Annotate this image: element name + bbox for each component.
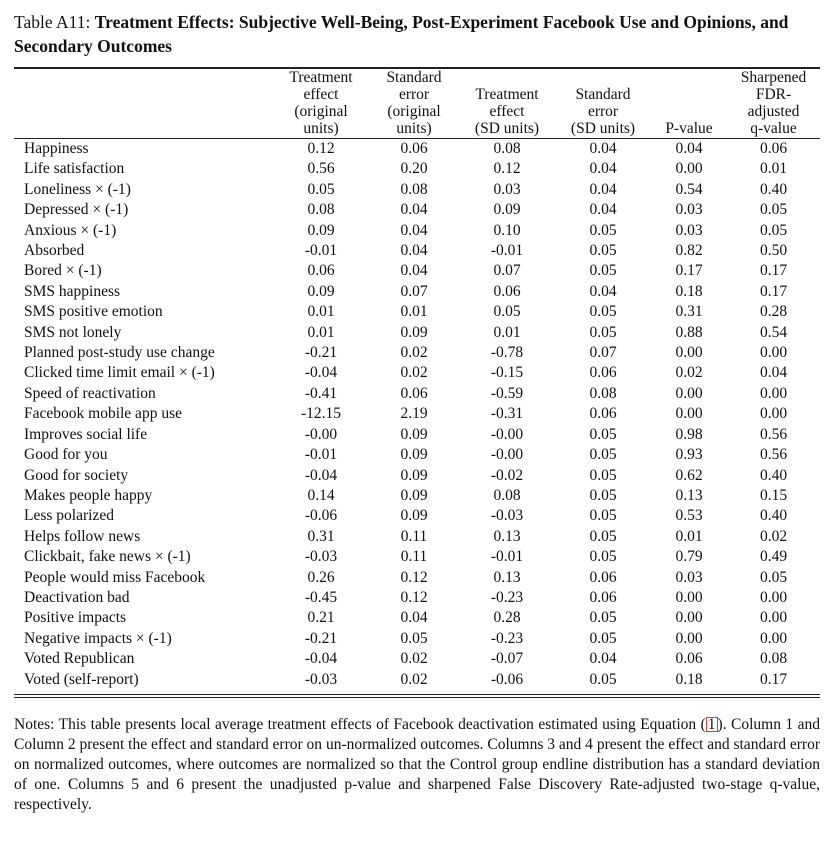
column-header-line: (original: [387, 103, 441, 120]
value-cell: 0.08: [400, 180, 428, 198]
table-row: [14, 547, 820, 567]
value-cell: 0.01: [493, 323, 521, 341]
outcome-name: Positive impacts: [24, 609, 127, 627]
value-cell: -0.07: [490, 650, 524, 668]
value-cell: 0.54: [675, 180, 703, 198]
column-header-line: Sharpened: [740, 69, 807, 86]
value-cell: 0.09: [400, 507, 428, 525]
value-cell: 0.40: [759, 466, 788, 484]
value-cell: 0.00: [759, 384, 788, 402]
column-header-line: error: [587, 103, 619, 120]
value-cell: 0.56: [307, 160, 335, 178]
value-cell: 0.09: [400, 486, 428, 504]
value-cell: 0.09: [307, 221, 335, 239]
value-cell: 0.08: [459, 139, 555, 160]
header-cell-label: [14, 69, 273, 139]
value-cell: 0.13: [493, 568, 521, 586]
value-cell: 0.04: [589, 180, 617, 198]
value-cell: 0.98: [675, 425, 703, 443]
value-cell: 0.56: [759, 425, 788, 443]
value-cell: 0.04: [400, 221, 428, 239]
value-cell: 0.88: [675, 323, 703, 341]
value-cell: 0.00: [759, 588, 788, 606]
value-cell: 0.04: [589, 650, 617, 668]
value-cell: -0.21: [304, 629, 338, 647]
table-row: [14, 363, 820, 383]
outcome-name: Good for you: [24, 446, 108, 464]
value-cell: 0.01: [759, 160, 788, 178]
value-cell: -0.03: [490, 507, 524, 525]
value-cell: 0.05: [589, 262, 617, 280]
value-cell: 0.06: [589, 405, 617, 423]
value-cell: 0.01: [307, 303, 335, 321]
table-row: [14, 241, 820, 261]
value-cell: 0.04: [651, 139, 727, 160]
outcome-name: Happiness: [14, 139, 273, 160]
outcome-name: Clickbait, fake news × (-1): [24, 548, 191, 566]
value-cell: -0.06: [304, 507, 338, 525]
value-cell: 0.12: [493, 160, 521, 178]
table-page: [14, 10, 820, 830]
value-cell: 0.79: [675, 548, 703, 566]
table-row: [14, 466, 820, 486]
table-title: Treatment Effects: Subjective Well-Being, Post-Experiment Facebook Use and Opinions, and Secondary Outcomes: [14, 12, 789, 56]
value-cell: 0.06: [307, 262, 335, 280]
column-header-3: [459, 69, 555, 139]
value-cell: -0.00: [304, 425, 338, 443]
value-cell: -0.23: [490, 588, 524, 606]
value-cell: 0.05: [589, 446, 617, 464]
table-row: [14, 527, 820, 547]
value-cell: 0.17: [759, 282, 788, 300]
value-cell: 0.05: [589, 466, 617, 484]
column-header-line: adjusted: [747, 103, 800, 120]
table-row: [14, 670, 820, 690]
outcome-name: Clicked time limit email × (-1): [24, 364, 215, 382]
column-header-line: P-value: [665, 120, 713, 137]
value-cell: 0.07: [493, 262, 521, 280]
table-row: [14, 343, 820, 363]
value-cell: 0.08: [759, 650, 788, 668]
value-cell: 0.08: [589, 384, 617, 402]
value-cell: 0.01: [675, 527, 703, 545]
value-cell: -0.00: [490, 425, 524, 443]
value-cell: -0.03: [304, 670, 338, 688]
value-cell: 0.28: [759, 303, 788, 321]
outcome-name: Voted Republican: [24, 650, 135, 668]
outcome-name: Deactivation bad: [24, 588, 130, 606]
value-cell: 0.56: [759, 446, 788, 464]
value-cell: 0.03: [493, 180, 521, 198]
column-header-line: Standard: [575, 86, 631, 103]
table-row: [14, 629, 820, 649]
table-row: [14, 506, 820, 526]
value-cell: 0.11: [400, 548, 428, 566]
table-row: [14, 221, 820, 241]
value-cell: 0.05: [759, 201, 788, 219]
value-cell: 0.01: [307, 323, 335, 341]
column-header-2: [369, 69, 459, 139]
value-cell: 0.08: [493, 486, 521, 504]
bottom-rule: [14, 694, 820, 698]
value-cell: 0.05: [589, 507, 617, 525]
value-cell: 0.06: [493, 282, 521, 300]
column-header-6: [727, 69, 820, 139]
value-cell: 0.20: [400, 160, 428, 178]
outcome-name: Planned post-study use change: [24, 344, 215, 362]
value-cell: 0.02: [400, 344, 428, 362]
value-cell: 0.53: [675, 507, 703, 525]
value-cell: -0.04: [304, 364, 338, 382]
value-cell: 0.05: [589, 609, 617, 627]
value-cell: 0.02: [400, 670, 428, 688]
table-row: [14, 282, 820, 302]
table-label: Table A11:: [14, 12, 91, 32]
value-cell: 0.18: [675, 670, 703, 688]
value-cell: 2.19: [400, 405, 428, 423]
outcome-name: Helps follow news: [24, 527, 141, 545]
column-header-line: (original: [294, 103, 348, 120]
value-cell: -0.02: [490, 466, 524, 484]
outcome-name: Negative impacts × (-1): [24, 629, 172, 647]
value-cell: 0.00: [675, 405, 703, 423]
value-cell: 0.06: [369, 139, 459, 160]
table-row: [14, 384, 820, 404]
table-row: [14, 200, 820, 220]
value-cell: 0.13: [675, 486, 703, 504]
table-row: [14, 302, 820, 322]
notes-text-start: Notes: This table presents local average treatment effects of Facebook deactivation estimated using Equation (: [14, 715, 706, 733]
value-cell: 0.17: [759, 262, 788, 280]
value-cell: 0.13: [493, 527, 521, 545]
outcome-name: Absorbed: [24, 242, 85, 260]
value-cell: 0.06: [727, 139, 820, 160]
column-header-line: FDR-: [755, 86, 792, 103]
outcome-name: Bored × (-1): [24, 262, 102, 280]
value-cell: 0.04: [555, 139, 651, 160]
table-notes: [14, 715, 820, 815]
value-cell: 0.12: [400, 588, 428, 606]
value-cell: -0.04: [304, 466, 338, 484]
column-header-line: (SD units): [474, 120, 540, 137]
outcome-name: Facebook mobile app use: [24, 405, 182, 423]
value-cell: -12.15: [300, 405, 342, 423]
table-row: [14, 568, 820, 588]
table-row: [14, 588, 820, 608]
value-cell: 0.14: [307, 486, 335, 504]
value-cell: -0.21: [304, 344, 338, 362]
value-cell: 0.15: [759, 486, 788, 504]
value-cell: -0.15: [490, 364, 524, 382]
table-caption: [14, 10, 820, 58]
table-row: [14, 425, 820, 445]
value-cell: 0.21: [307, 609, 335, 627]
outcome-name: Life satisfaction: [24, 160, 125, 178]
value-cell: 0.09: [400, 446, 428, 464]
column-header-line: Treatment: [475, 86, 539, 103]
value-cell: 0.49: [759, 548, 788, 566]
column-header-line: (SD units): [570, 120, 636, 137]
value-cell: 0.54: [759, 323, 788, 341]
results-table: [14, 67, 820, 690]
value-cell: 0.02: [675, 364, 703, 382]
column-header-line: units): [303, 120, 339, 137]
outcome-name: Makes people happy: [24, 486, 153, 504]
outcome-name: Less polarized: [24, 507, 114, 525]
value-cell: 0.05: [589, 527, 617, 545]
value-cell: 0.05: [493, 303, 521, 321]
value-cell: 0.82: [675, 242, 703, 260]
value-cell: 0.05: [589, 303, 617, 321]
value-cell: -0.31: [490, 405, 524, 423]
value-cell: 0.04: [400, 242, 428, 260]
value-cell: -0.78: [490, 344, 524, 362]
value-cell: 0.05: [589, 221, 617, 239]
value-cell: 0.93: [675, 446, 703, 464]
notes-text-end: ). Column 1 and Column 2 present the effect and standard error on un-normalized outcomes. Columns 3 and 4 present the effect and standard error on normalized outcomes, where outcomes are normalized so that the Control group endline distribution has a standard deviation of one. Columns 5 and 6 present the unadjusted p-value and sharpened False Discovery Rate-adjusted two-stage q-value, respectively.: [14, 715, 821, 813]
value-cell: 0.04: [589, 282, 617, 300]
value-cell: 0.00: [675, 344, 703, 362]
value-cell: -0.45: [304, 588, 338, 606]
table-row: [14, 649, 820, 669]
value-cell: 0.06: [675, 650, 703, 668]
table-row: [14, 139, 820, 160]
value-cell: 0.05: [589, 670, 617, 688]
value-cell: 0.18: [675, 282, 703, 300]
value-cell: 0.08: [307, 201, 335, 219]
value-cell: 0.28: [493, 609, 521, 627]
value-cell: 0.05: [589, 486, 617, 504]
value-cell: 0.05: [759, 221, 788, 239]
value-cell: -0.41: [304, 384, 338, 402]
outcome-name: Improves social life: [24, 425, 148, 443]
value-cell: 0.09: [400, 425, 428, 443]
value-cell: 0.40: [759, 507, 788, 525]
outcome-name: SMS positive emotion: [24, 303, 163, 321]
column-header-1: [273, 69, 369, 139]
column-header-line: effect: [303, 86, 339, 103]
value-cell: 0.05: [589, 323, 617, 341]
value-cell: 0.17: [675, 262, 703, 280]
value-cell: 0.00: [759, 629, 788, 647]
value-cell: 0.04: [400, 609, 428, 627]
value-cell: 0.05: [400, 629, 428, 647]
value-cell: 0.09: [400, 323, 428, 341]
value-cell: 0.06: [589, 568, 617, 586]
value-cell: 0.62: [675, 466, 703, 484]
value-cell: 0.12: [273, 139, 369, 160]
value-cell: 0.17: [759, 670, 788, 688]
value-cell: 0.09: [400, 466, 428, 484]
outcome-name: Loneliness × (-1): [24, 180, 131, 198]
value-cell: 0.00: [675, 609, 703, 627]
table-row: [14, 323, 820, 343]
column-header-line: effect: [489, 103, 525, 120]
table-row: [14, 608, 820, 628]
value-cell: 0.05: [307, 180, 335, 198]
value-cell: -0.03: [304, 548, 338, 566]
table-row: [14, 159, 820, 179]
value-cell: 0.03: [675, 221, 703, 239]
value-cell: 0.00: [759, 405, 788, 423]
value-cell: -0.06: [490, 670, 524, 688]
value-cell: 0.10: [493, 221, 521, 239]
value-cell: -0.01: [490, 548, 524, 566]
value-cell: 0.06: [400, 384, 428, 402]
outcome-name: Good for society: [24, 466, 129, 484]
value-cell: 0.04: [759, 364, 788, 382]
value-cell: 0.04: [589, 160, 617, 178]
value-cell: -0.04: [304, 650, 338, 668]
outcome-name: Speed of reactivation: [24, 384, 156, 402]
value-cell: 0.40: [759, 180, 788, 198]
table-row: [14, 261, 820, 281]
value-cell: 0.12: [400, 568, 428, 586]
value-cell: 0.11: [400, 527, 428, 545]
column-header-5: [651, 69, 727, 139]
value-cell: -0.01: [304, 446, 338, 464]
value-cell: 0.07: [589, 344, 617, 362]
equation-reference-link[interactable]: 1: [707, 715, 716, 733]
outcome-name: SMS not lonely: [24, 323, 122, 341]
value-cell: 0.02: [400, 650, 428, 668]
value-cell: 0.05: [759, 568, 788, 586]
value-cell: 0.00: [675, 160, 703, 178]
table-row: [14, 486, 820, 506]
value-cell: 0.06: [589, 364, 617, 382]
value-cell: 0.04: [400, 262, 428, 280]
value-cell: 0.09: [493, 201, 521, 219]
value-cell: 0.00: [759, 344, 788, 362]
column-header-line: Treatment: [289, 69, 353, 86]
outcome-name: Voted (self-report): [24, 670, 139, 688]
value-cell: 0.05: [589, 629, 617, 647]
value-cell: 0.00: [759, 609, 788, 627]
value-cell: 0.04: [589, 201, 617, 219]
outcome-name: People would miss Facebook: [24, 568, 206, 586]
value-cell: 0.00: [675, 384, 703, 402]
value-cell: 0.05: [589, 242, 617, 260]
outcome-name: Depressed × (-1): [24, 201, 129, 219]
value-cell: -0.23: [490, 629, 524, 647]
value-cell: 0.03: [675, 201, 703, 219]
value-cell: 0.00: [675, 588, 703, 606]
value-cell: -0.59: [490, 384, 524, 402]
value-cell: 0.02: [400, 364, 428, 382]
table-row: [14, 404, 820, 424]
value-cell: -0.01: [304, 242, 338, 260]
value-cell: 0.00: [675, 629, 703, 647]
column-header-4: [555, 69, 651, 139]
value-cell: 0.07: [400, 282, 428, 300]
table-row: [14, 180, 820, 200]
column-header-line: error: [398, 86, 430, 103]
value-cell: 0.05: [589, 548, 617, 566]
value-cell: -0.00: [490, 446, 524, 464]
table-body: [14, 139, 820, 690]
value-cell: 0.04: [400, 201, 428, 219]
value-cell: 0.09: [307, 282, 335, 300]
value-cell: 0.01: [400, 303, 428, 321]
outcome-name: Anxious × (-1): [24, 221, 117, 239]
header-row: [14, 69, 820, 139]
column-header-line: Standard: [386, 69, 442, 86]
value-cell: 0.02: [759, 527, 788, 545]
value-cell: 0.26: [307, 568, 335, 586]
outcome-name: SMS happiness: [24, 282, 121, 300]
value-cell: 0.50: [759, 242, 788, 260]
value-cell: 0.05: [589, 425, 617, 443]
value-cell: 0.06: [589, 588, 617, 606]
table-row: [14, 445, 820, 465]
value-cell: 0.31: [307, 527, 335, 545]
value-cell: 0.31: [675, 303, 703, 321]
value-cell: 0.03: [675, 568, 703, 586]
value-cell: -0.01: [490, 242, 524, 260]
column-header-line: units): [396, 120, 432, 137]
column-header-line: q-value: [750, 120, 797, 137]
